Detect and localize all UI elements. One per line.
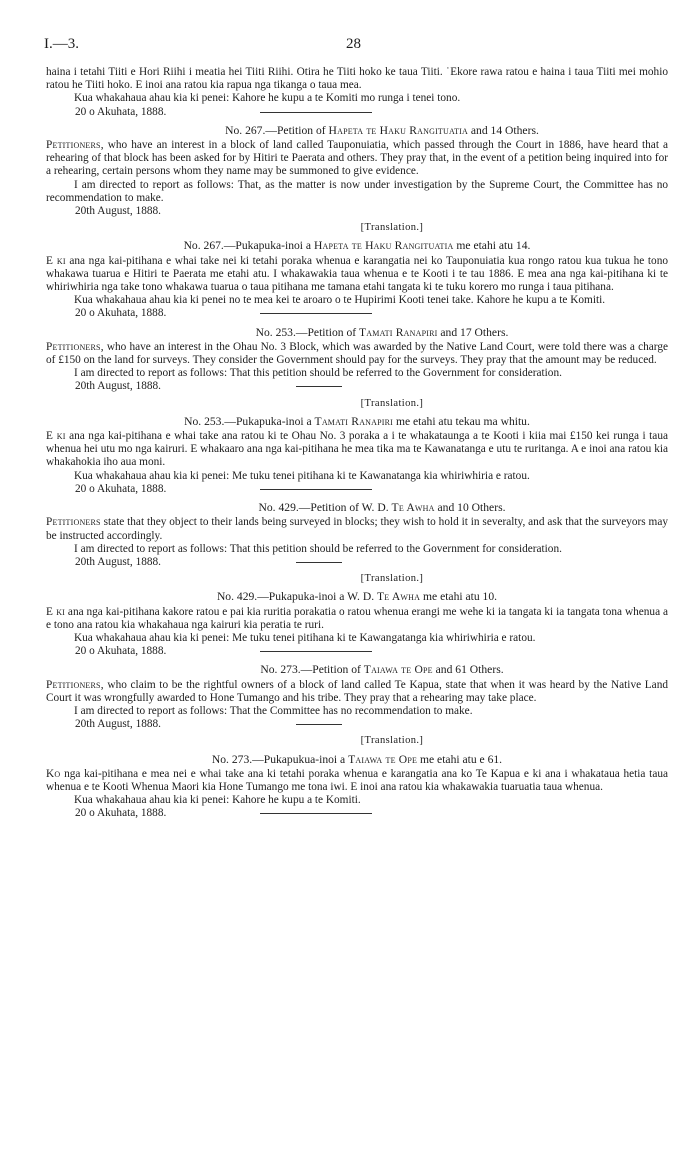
translation-date: 20 o Akuhata, 1888. bbox=[75, 307, 167, 320]
petition-date: 20th August, 1888. bbox=[75, 555, 161, 568]
petition-body: Petitioners state that they object to their lands being surveyed in blocks; they wish to hold it in severalty, and ask that the surveyors may be instructed accordingly. bbox=[46, 516, 668, 542]
translation-title: No. 429.—Pukapuka-inoi a W. D. Te Awha me etahi atu 10. bbox=[216, 590, 498, 604]
petition-body: Petitioners, who have an interest in the Ohau No. 3 Block, which was awarded by the Native Land Court, were told there was a charge of £150 on the land for surveys. They consider the Government should pay for the surveys. They pray that the amount may be reduced. bbox=[46, 340, 668, 367]
translation-label: [Translation.] bbox=[360, 397, 424, 409]
section-divider bbox=[260, 489, 372, 490]
section-divider bbox=[260, 651, 372, 652]
translation-body: Ko nga kai-pitihana e mea nei e whai take ana ki tetahi poraka whenua e karangatia ana ko Te Kapua e ki ana i whakataua hetia taua whenua e te Kooti Whenua Maori kia Hone Tumango me tona iwi. E inoi ana ratou kia whakawakia tuaruatia taua whenua. bbox=[46, 767, 668, 793]
translation-report: Kua whakahaua ahau kia ki penei: Me tuku tenei pitihana ki te Kawangatanga kia whiriwhiria e ratou. bbox=[74, 631, 536, 644]
translation-label: [Translation.] bbox=[360, 222, 424, 234]
petition-253 bbox=[46, 326, 668, 496]
petition-429 bbox=[46, 501, 668, 658]
petition-267 bbox=[46, 124, 668, 321]
petition-title: No. 267.—Petition of Hapeta te Haku Rangituatia and 14 Others. bbox=[225, 123, 539, 137]
petition-body: Petitioners, who claim to be the rightful owners of a block of land called Te Kapua, state that when it was heard by the Native Land Court it was wrongfully awarded to Hone Tumango and his tribe. They pray that a rehearing may take place. bbox=[46, 678, 668, 704]
short-divider bbox=[296, 386, 342, 387]
continuation-block bbox=[46, 66, 668, 119]
translation-body: E ki ana nga kai-pitihana kakore ratou e pai kia ruritia porakatia o ratou whenua erangi me wehe ki ia tangata ki ia tangata tona whenua a e tono ana ratou kia whakahaua nga kairuri kia peratia te ruri. bbox=[46, 605, 668, 631]
petition-body: Petitioners, who have an interest in a block of land called Tauponuiatia, which passed through the Court in 1886, have heard that a rehearing of that block has been asked for by Hitiri te Paerata and others. They pray that, in the event of a petition being inquired into for a rehearing, certain persons whom they name may be summoned to give evidence. bbox=[46, 139, 668, 178]
section-divider bbox=[260, 313, 372, 314]
translation-body: E ki ana nga kai-pitihana e whai take ana ratou ki te Ohau No. 3 poraka a i te whakataunga a te Kooti i kiia mai £150 kei runga i taua whenua hei utu mo nga kairuri. E whakaaro ana nga kai-pitihana he mea tika ma te Kawanatanga e utu te ruritanga. A e inoi ana ratou kia whakahokia iho aua moni. bbox=[46, 430, 668, 469]
translation-label: [Translation.] bbox=[360, 735, 424, 747]
translation-body: E ki ana nga kai-pitihana e whai take nei ki tetahi poraka whenua e karangatia nei ko Tauponuiatia kua rongo ratou kua tukua he tono whakawa tuarua e Hitiri te Paerata me etahi atu. I whakawakia taua whenua e te Kooti i te tau 1886. E mea ana nga kai-pitihana ki te whiriwhiria nga take tono whakawa tuarua o taua pitihana me tamana etahi tangata ki te tuku korero mo runga i taua pitihana. bbox=[46, 254, 669, 294]
section-divider bbox=[260, 112, 372, 113]
section-divider bbox=[260, 813, 372, 814]
translation-label: [Translation.] bbox=[360, 573, 424, 585]
petition-273 bbox=[46, 663, 668, 820]
continuation-paragraph: haina i tetahi Tiiti e Hori Riihi i meatia hei Tiiti Riihi. Otira he Tiiti hoko ke taua Tiiti. ˙Ekore rawa ratou e haina i taua Tiiti mei mohio ratou he Tiiti hoko. E inoi ana ratou kia rapua nga tikanga o taua mea. bbox=[46, 66, 668, 92]
translation-date: 20 o Akuhata, 1888. bbox=[75, 482, 167, 495]
translation-report: Kua whakahaua ahau kia ki penei no te mea kei te aroaro o te Hupirimi Kooti tenei take. Kahore he kupu a te Komiti. bbox=[74, 294, 606, 307]
petition-date: 20th August, 1888. bbox=[75, 718, 161, 731]
page-header bbox=[44, 38, 656, 60]
petition-report: I am directed to report as follows: That the Committee has no recommendation to make. bbox=[74, 704, 473, 717]
translation-title: No. 253.—Pukapuka-inoi a Tamati Ranapiri me etahi atu tekau ma whitu. bbox=[184, 414, 530, 428]
petition-title: No. 429.—Petition of W. D. Te Awha and 10 Others. bbox=[258, 501, 506, 515]
report-date: 20 o Akuhata, 1888. bbox=[75, 105, 167, 118]
document-reference: I.—3. bbox=[44, 36, 79, 52]
committee-report: Kua whakahaua ahau kia ki penei: Kahore he kupu a te Komiti mo runga i tenei tono. bbox=[74, 92, 461, 105]
petition-title: No. 273.—Petition of Taiawa te Ope and 61 Others. bbox=[260, 663, 504, 677]
document-body bbox=[46, 66, 668, 821]
translation-date: 20 o Akuhata, 1888. bbox=[75, 807, 167, 820]
petition-report: I am directed to report as follows: That, as the matter is now under investigation by the Supreme Court, the Committee has no recommendation to make. bbox=[46, 178, 668, 204]
petition-date: 20th August, 1888. bbox=[75, 205, 161, 218]
short-divider bbox=[296, 562, 342, 563]
translation-report: Kua whakahaua ahau kia ki penei: Me tuku tenei pitihana ki te Kawanatanga kia whiriwhiria e ratou. bbox=[74, 469, 530, 482]
petition-report: I am directed to report as follows: That this petition should be referred to the Government for consideration. bbox=[74, 367, 562, 380]
petition-date: 20th August, 1888. bbox=[75, 380, 161, 393]
short-divider bbox=[296, 724, 342, 725]
translation-date: 20 o Akuhata, 1888. bbox=[75, 645, 167, 658]
translation-title: No. 273.—Pukapukua-inoi a Taiawa te Ope me etahi atu e 61. bbox=[211, 752, 503, 766]
petition-title: No. 253.—Petition of Tamati Ranapiri and 17 Others. bbox=[255, 325, 509, 339]
petition-report: I am directed to report as follows: That this petition should be referred to the Government for consideration. bbox=[74, 542, 562, 555]
translation-title: No. 267.—Pukapuka-inoi a Hapeta te Haku Rangituatia me etahi atu 14. bbox=[183, 239, 531, 253]
page-number: 28 bbox=[346, 36, 361, 52]
translation-report: Kua whakahaua ahau kia ki penei: Kahore he kupu a te Komiti. bbox=[74, 794, 361, 807]
